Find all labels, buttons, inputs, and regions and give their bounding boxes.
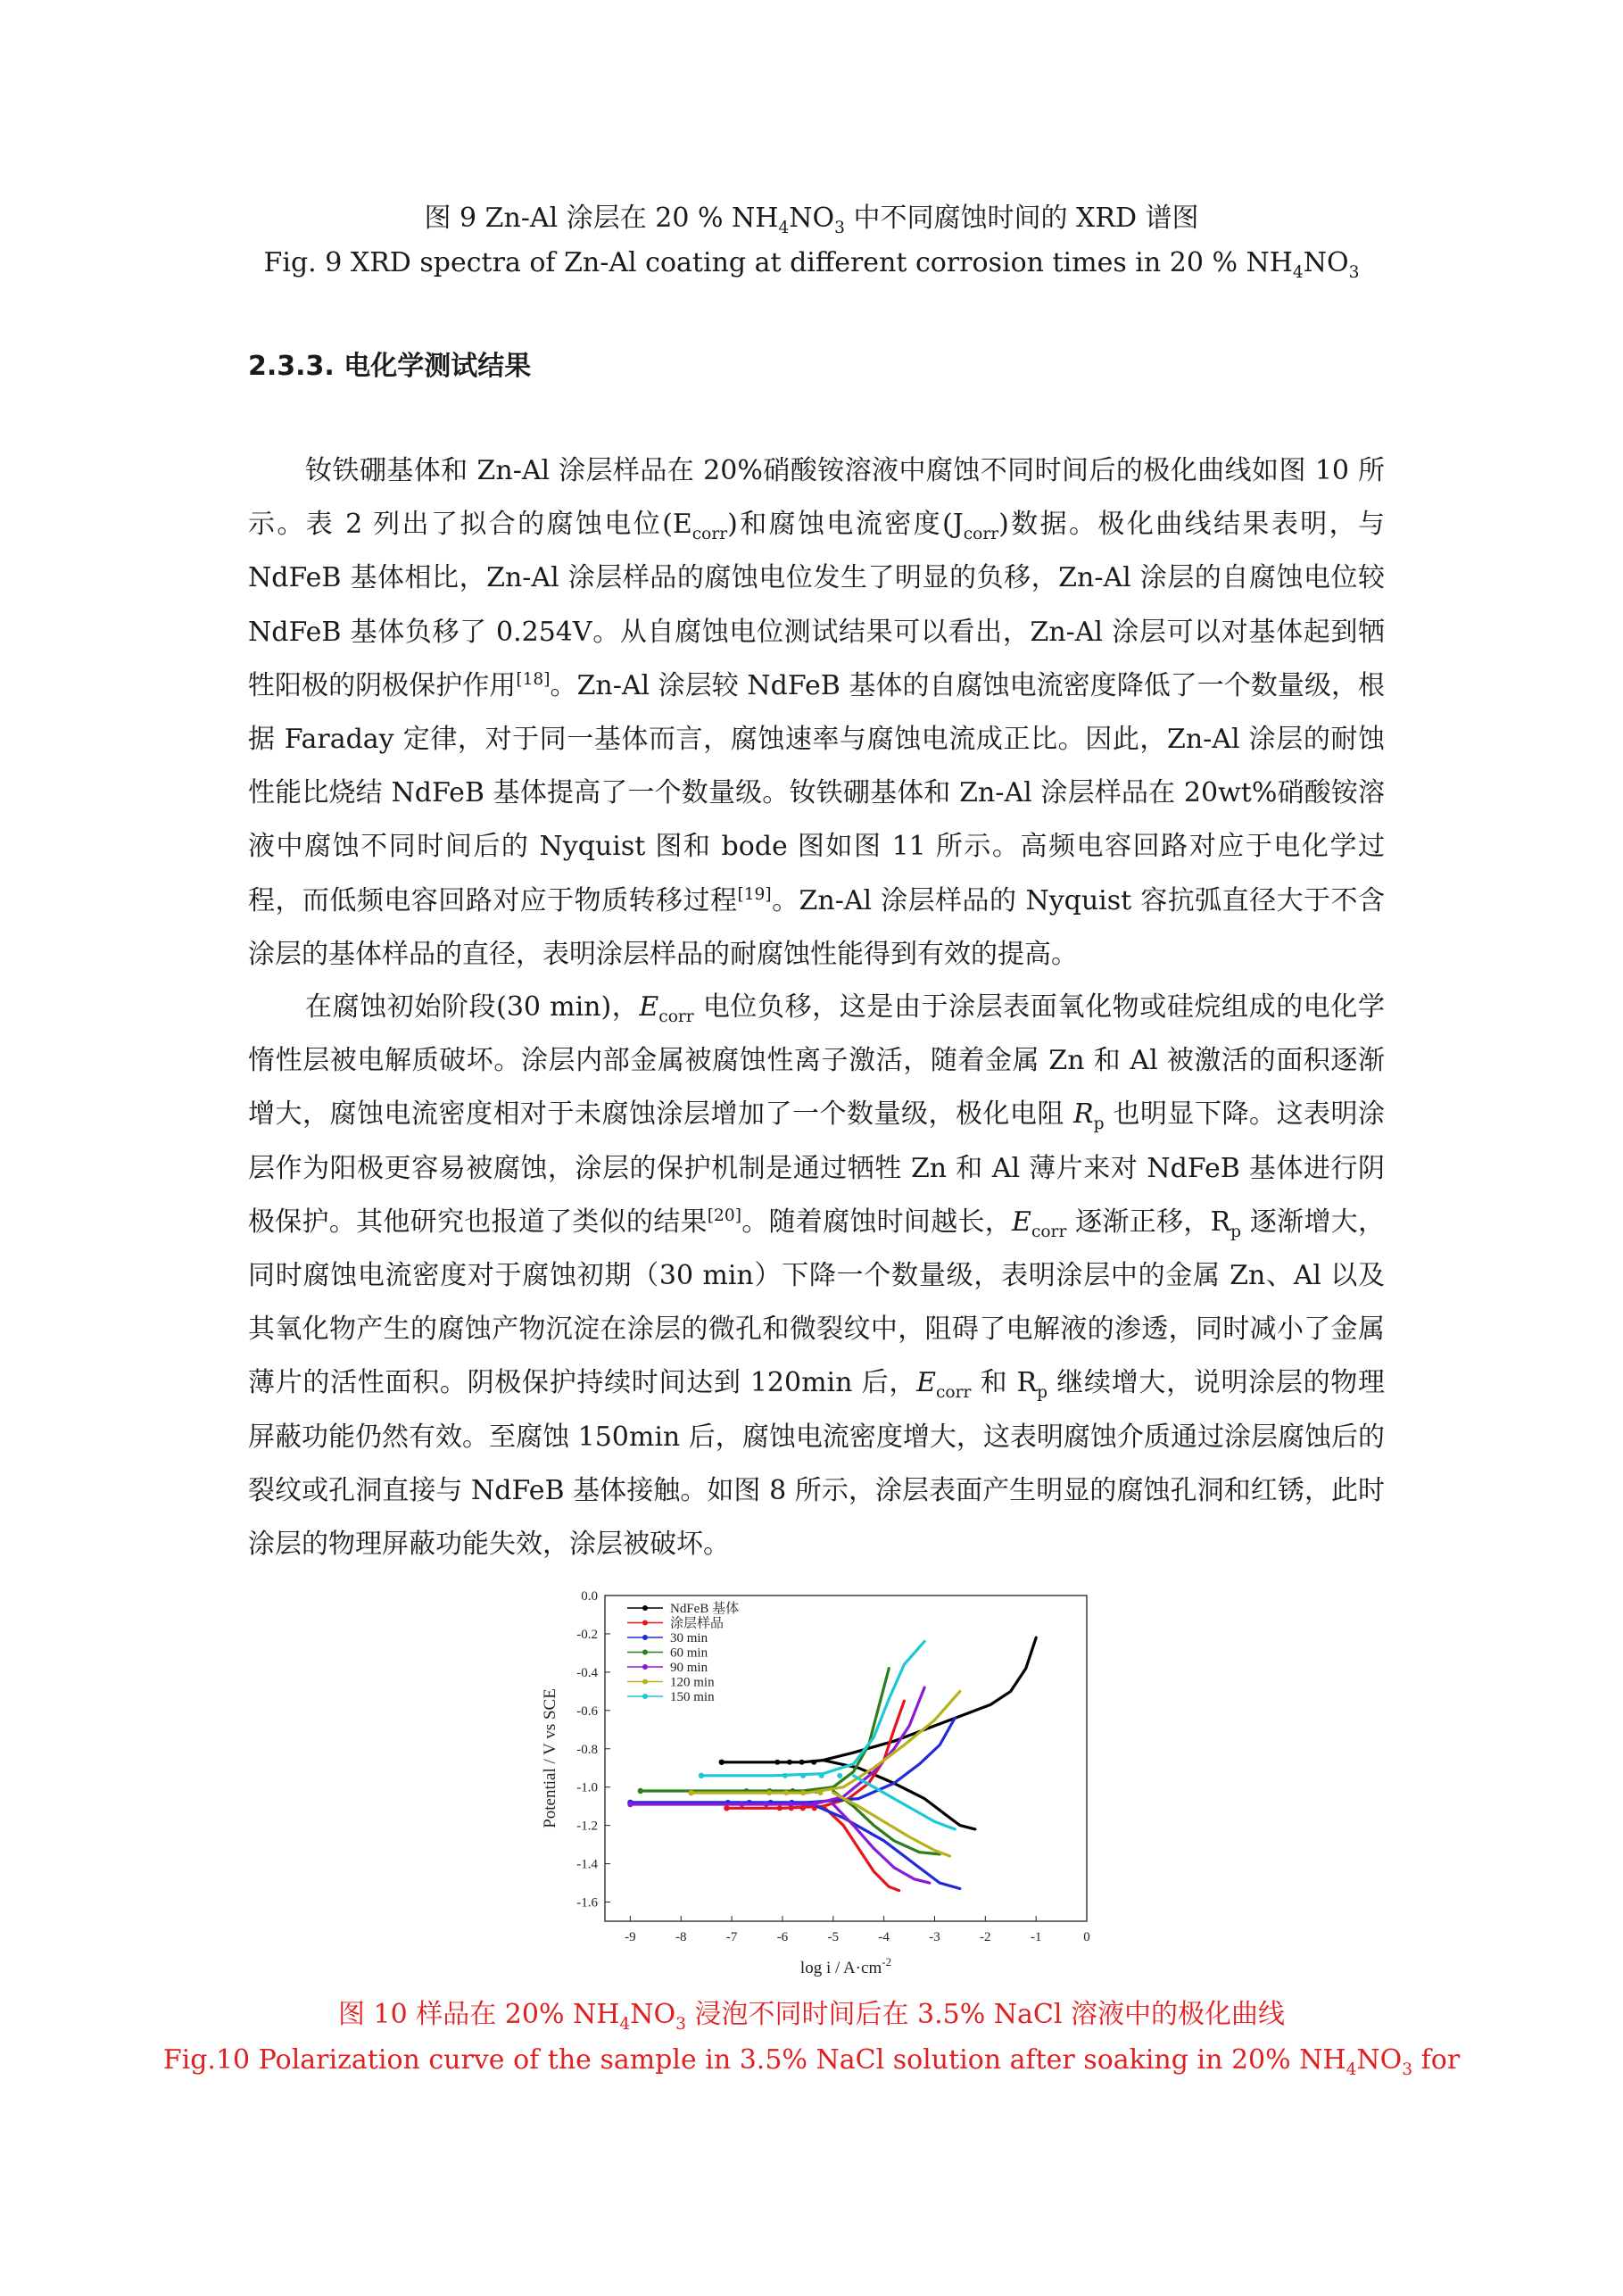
series-line-cathodic: [833, 1804, 930, 1883]
caption-subscript: 4: [1346, 2060, 1357, 2079]
polarization-chart: [535, 1579, 1106, 1981]
paragraph-text: 在腐蚀初始阶段(30 min)，: [305, 991, 640, 1023]
series-point-marker: [774, 1760, 780, 1765]
series-start-marker: [699, 1773, 704, 1778]
paragraph-text: 电位负移，这是由于涂层表面氧化物或硅烷组成的电化学惰性层被电解质破坏。涂层内部金属被腐蚀性离子激活，随着金属 Zn 和 Al 被激活的面积逐渐增大，腐蚀电流密度相对于未腐蚀涂层增加了一个数量级，极化电阻: [248, 991, 1385, 1131]
series-point-marker: [788, 1802, 793, 1807]
symbol: E: [1012, 1206, 1031, 1238]
x-axis-label-exponent: -2: [882, 1955, 892, 1969]
series-point-marker: [764, 1802, 769, 1807]
x-tick-label: 0: [1083, 1930, 1090, 1944]
paragraph-2: [248, 981, 1385, 1571]
y-tick-label: 0.0: [581, 1589, 598, 1604]
caption-subscript: 3: [834, 219, 845, 237]
legend-entry: 60 min: [670, 1645, 708, 1661]
series-point-marker: [787, 1760, 792, 1765]
caption-subscript: 4: [778, 219, 790, 237]
caption-text: NO: [1303, 247, 1349, 278]
series-start-marker: [638, 1788, 643, 1794]
x-tick-label: -5: [827, 1930, 840, 1944]
series-point-marker: [800, 1790, 806, 1795]
x-tick-label: -3: [929, 1930, 940, 1944]
paragraph-text: 。随着腐蚀时间越长，: [741, 1206, 1013, 1238]
x-tick-label: -9: [625, 1930, 636, 1944]
paragraph-text: 逐渐正移，R: [1066, 1206, 1231, 1238]
legend-entry: 涂层样品: [670, 1616, 725, 1631]
y-tick-label: -1.2: [576, 1819, 598, 1834]
subscript: p: [1093, 1115, 1105, 1134]
x-tick-label: -8: [675, 1930, 687, 1944]
legend-entry: 90 min: [670, 1661, 708, 1675]
series-line-anodic: [722, 1637, 1036, 1762]
caption-subscript: 4: [1292, 263, 1304, 282]
paragraph-text: 逐渐增大，同时腐蚀电流密度对于腐蚀初期（30 min）下降一个数量级，表明涂层中的金属 Zn、Al 以及其氧化物产生的腐蚀产物沉淀在涂层的微孔和微裂纹中，阻碍了电解液的渗透，同时减小了金属薄片的活性面积。阴极保护持续时间达到 120min 后，: [248, 1206, 1386, 1399]
series-point-marker: [766, 1790, 772, 1795]
caption-text: Fig. 9 XRD spectra of Zn-Al coating at different corrosion times in 20 % NH: [263, 247, 1293, 278]
figure-10-caption-cn: [0, 1997, 1623, 2033]
caption-text: 图 10 样品在 20% NH: [337, 1999, 620, 2030]
y-tick-label: -0.8: [576, 1742, 598, 1757]
series-point-marker: [739, 1802, 744, 1807]
series-point-marker: [819, 1773, 824, 1778]
y-tick-label: -1.4: [576, 1857, 598, 1872]
paragraph-text: )数据。极化曲线结果表明，与 NdFeB 基体相比，Zn-Al 涂层样品的腐蚀电位发生了明显的负移，Zn-Al 涂层的自腐蚀电位较 NdFeB 基体负移了 0.254V。从自腐蚀电位测试结果可以看出，Zn-Al 涂层可以对基体起到牺牲阳极的阴极保护作用: [248, 509, 1386, 701]
legend-swatch-marker: [642, 1605, 648, 1611]
paragraph-text: 也明显下降。这表明涂层作为阳极更容易被腐蚀，涂层的保护机制是通过牺牲 Zn 和 Al 薄片来对 NdFeB 基体进行阴极保护。其他研究也报道了类似的结果: [248, 1098, 1385, 1238]
citation: [19]: [737, 884, 772, 904]
caption-text: NO: [1356, 2044, 1403, 2076]
caption-text: 中不同腐蚀时间的 XRD 谱图: [844, 203, 1199, 234]
figure-9-caption-en: [0, 245, 1623, 281]
paragraph-1: [248, 444, 1385, 982]
series-point-marker: [799, 1760, 805, 1765]
subscript: corr: [936, 1383, 972, 1403]
y-tick-label: -0.6: [576, 1703, 598, 1719]
series-point-marker: [800, 1773, 806, 1778]
x-axis-label: $\log i / A\cdot cm^{-2}$: [799, 1955, 892, 1977]
paragraph-text: 钕铁硼基体和 Zn-Al 涂层样品在 20%硝酸铵溶液中腐蚀不同时间后的极化曲线如图 10 所示。表 2 列出了拟合的腐蚀电位(E: [248, 455, 1385, 541]
x-tick-label: -4: [878, 1930, 890, 1944]
subscript: corr: [1031, 1222, 1067, 1241]
series-start-marker: [719, 1760, 725, 1765]
legend-entry: 150 min: [670, 1690, 715, 1704]
x-tick-label: -1: [1030, 1930, 1042, 1944]
paragraph-text: 。Zn-Al 涂层较 NdFeB 基体的自腐蚀电流密度降低了一个数量级，根据 Faraday 定律，对于同一基体而言，腐蚀速率与腐蚀电流成正比。因此，Zn-Al 涂层的耐蚀性能比烧结 NdFeB 基体提高了一个数量级。钕铁硼基体和 Zn-Al 涂层样品在 20wt%硝酸铵溶液中腐蚀不同时间后的 Nyquist 图和 bode 图如图 11 所示。高频电容回路对应于电化学过程，而低频电容回路对应于物质转移过程: [248, 669, 1386, 916]
series-point-marker: [800, 1805, 806, 1811]
caption-text: 图 9 Zn-Al 涂层在 20 % NH: [424, 203, 779, 234]
paragraph-text: )和腐蚀电流密度(J: [727, 509, 964, 541]
caption-text: NO: [789, 203, 835, 234]
subscript: p: [1037, 1383, 1048, 1403]
caption-subscript: 3: [675, 2015, 686, 2034]
legend-swatch-marker: [642, 1650, 648, 1655]
series-point-marker: [777, 1805, 783, 1811]
paragraph-text: 继续增大，说明涂层的物理屏蔽功能仍然有效。至腐蚀 150min 后，腐蚀电流密度增大，这表明腐蚀介质通过涂层腐蚀后的裂纹或孔洞直接与 NdFeB 基体接触。如图 8 所示，涂层表面产生明显的腐蚀孔洞和红锈，此时涂层的物理屏蔽功能失效，涂层被破坏。: [248, 1367, 1385, 1561]
legend-swatch-marker: [642, 1694, 648, 1699]
y-tick-label: -1.0: [576, 1780, 598, 1795]
caption-subscript: 4: [619, 2015, 631, 2034]
series-start-marker: [688, 1790, 693, 1795]
series-point-marker: [783, 1773, 788, 1778]
series-point-marker: [817, 1790, 823, 1795]
y-tick-label: -1.6: [576, 1895, 598, 1911]
series-line-anodic: [691, 1691, 960, 1793]
citation: [18]: [516, 669, 551, 689]
subscript: corr: [658, 1007, 694, 1026]
paragraph-text: 和 R: [971, 1367, 1038, 1399]
subscript: corr: [691, 525, 728, 544]
caption-subscript: 3: [1348, 263, 1360, 282]
series-start-marker: [724, 1805, 729, 1811]
y-tick-label: -0.4: [576, 1665, 598, 1680]
symbol: R: [1072, 1098, 1094, 1131]
figure-9-caption-cn: [0, 201, 1623, 236]
figure-10-caption-en: [0, 2043, 1623, 2078]
symbol: E: [639, 991, 659, 1023]
legend-entry: NdFeB 基体: [670, 1602, 740, 1616]
x-tick-label: -6: [776, 1930, 789, 1944]
caption-text: for: [1412, 2044, 1461, 2076]
caption-text: NO: [630, 1999, 676, 2030]
legend-entry: 120 min: [670, 1675, 715, 1690]
legend-entry: 30 min: [670, 1631, 708, 1645]
subscript: p: [1230, 1222, 1242, 1241]
symbol: E: [916, 1367, 936, 1399]
legend-swatch-marker: [642, 1679, 648, 1685]
series-point-marker: [812, 1802, 817, 1807]
section-heading: 2.3.3. 电化学测试结果: [248, 351, 532, 382]
series-point-marker: [783, 1790, 789, 1795]
series-point-marker: [811, 1760, 816, 1765]
citation: [20]: [707, 1206, 741, 1225]
y-tick-label: -0.2: [576, 1627, 598, 1642]
legend-swatch-marker: [642, 1635, 648, 1640]
series-line-cathodic: [823, 1806, 898, 1890]
series-start-marker: [627, 1802, 633, 1807]
subscript: corr: [963, 525, 999, 544]
x-tick-label: -7: [725, 1930, 738, 1944]
x-tick-label: -2: [980, 1930, 991, 1944]
caption-text: Fig.10 Polarization curve of the sample in 3.5% NaCl solution after soaking in 20% NH: [162, 2044, 1346, 2076]
y-axis-label: Potential / V vs SCE: [541, 1688, 559, 1828]
caption-text: 浸泡不同时间后在 3.5% NaCl 溶液中的极化曲线: [685, 1999, 1285, 2030]
paragraph-text: 。Zn-Al 涂层样品的 Nyquist 容抗弧直径大于不含涂层的基体样品的直径，表明涂层样品的耐腐蚀性能得到有效的提高。: [248, 884, 1385, 970]
series-point-marker: [837, 1773, 842, 1778]
caption-subscript: 3: [1402, 2060, 1413, 2079]
legend-swatch-marker: [642, 1620, 648, 1626]
legend-swatch-marker: [642, 1664, 648, 1670]
